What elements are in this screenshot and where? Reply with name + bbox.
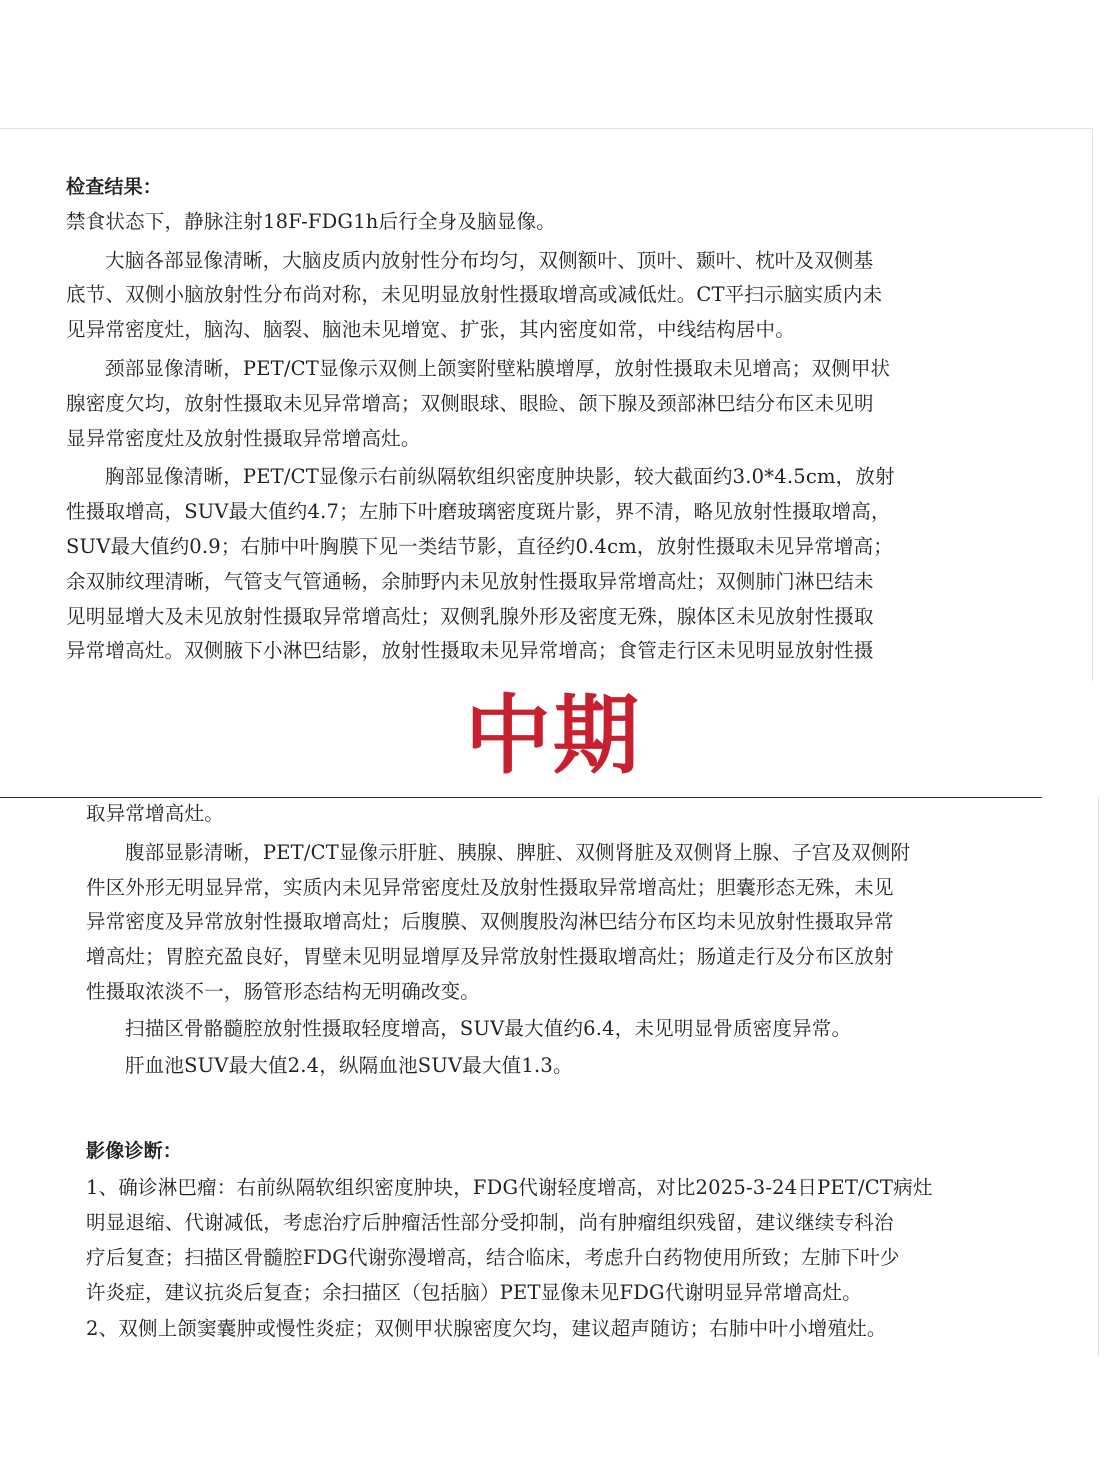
abdomen-line: 异常密度及异常放射性摄取增高灶；后腹膜、双侧腹股沟淋巴结分布区均未见放射性摄取异常 bbox=[86, 910, 894, 934]
blood-pool-paragraph: 肝血池SUV最大值2.4，纵隔血池SUV最大值1.3。 bbox=[125, 1053, 573, 1077]
abdomen-line: 性摄取浓淡不一，肠管形态结构无明确改变。 bbox=[86, 979, 481, 1003]
chest-line: 性摄取增高，SUV最大值约4.7；左肺下叶磨玻璃密度斑片影，界不清，略见放射性摄取增高， bbox=[66, 500, 891, 524]
diagnosis-item-1 bbox=[86, 1171, 1086, 1310]
exam-intro: 禁食状态下，静脉注射18F-FDG1h后行全身及脑显像。 bbox=[66, 209, 556, 233]
brain-line: 见异常密度灶，脑沟、脑裂、脑池未见增宽、扩张，其内密度如常，中线结构居中。 bbox=[66, 318, 795, 342]
chest-line: 胸部显像清晰，PET/CT显像示右前纵隔软组织密度肿块影，较大截面约3.0*4.5cm，放射 bbox=[105, 465, 895, 489]
neck-line: 颈部显像清晰，PET/CT显像示双侧上颌窦附壁粘膜增厚，放射性摄取未见增高；双侧甲状 bbox=[105, 356, 891, 380]
diagnosis-line: 明显退缩、代谢减低，考虑治疗后肿瘤活性部分受抑制，尚有肿瘤组织残留，建议继续专科治 bbox=[86, 1210, 894, 1234]
exam-results-heading: 检查结果： bbox=[66, 176, 163, 198]
diagnosis-line: 1、确诊淋巴瘤：右前纵隔软组织密度肿块，FDG代谢轻度增高，对比2025-3-24日PET/CT病灶 bbox=[86, 1176, 933, 1200]
abdomen-line: 增高灶；胃腔充盈良好，胃壁未见明显增厚及异常放射性摄取增高灶；肠道走行及分布区放射 bbox=[86, 945, 894, 969]
brain-paragraph bbox=[66, 244, 1066, 348]
exam-results-section bbox=[66, 170, 1066, 669]
diagnosis-item-2: 2、双侧上颌窦囊肿或慢性炎症；双侧甲状腺密度欠均，建议超声随访；右肺中叶小增殖灶。 bbox=[86, 1317, 887, 1341]
brain-line: 大脑各部显像清晰，大脑皮质内放射性分布均匀，双侧额叶、顶叶、颞叶、枕叶及双侧基 bbox=[105, 248, 874, 272]
neck-line: 腺密度欠均，放射性摄取未见异常增高；双侧眼球、眼睑、颌下腺及颈部淋巴结分布区未见明 bbox=[66, 391, 874, 415]
abdomen-paragraph bbox=[86, 836, 1086, 1010]
chest-line: 见明显增大及未见放射性摄取异常增高灶；双侧乳腺外形及密度无殊，腺体区未见放射性摄取 bbox=[66, 604, 874, 628]
bone-paragraph: 扫描区骨骼髓腔放射性摄取轻度增高，SUV最大值约6.4，未见明显骨质密度异常。 bbox=[125, 1016, 852, 1040]
chest-continuation: 取异常增高灶。 bbox=[86, 802, 224, 825]
brain-line: 底节、双侧小脑放射性分布尚对称，未见明显放射性摄取增高或减低灶。CT平扫示脑实质内未 bbox=[66, 283, 883, 307]
chest-line: 异常增高灶。双侧腋下小淋巴结影，放射性摄取未见异常增高；食管走行区未见明显放射性摄 bbox=[66, 639, 874, 663]
diagnosis-line: 许炎症，建议抗炎后复查；余扫描区（包括脑）PET显像未见FDG代谢明显异常增高灶。 bbox=[86, 1280, 862, 1304]
chest-line: SUV最大值约0.9；右肺中叶胸膜下见一类结节影，直径约0.4cm，放射性摄取未见异常增高； bbox=[66, 534, 894, 558]
exam-results-continued bbox=[86, 797, 1086, 1347]
diagnosis-heading: 影像诊断： bbox=[86, 1140, 183, 1163]
neck-paragraph bbox=[66, 352, 1066, 456]
abdomen-line: 腹部显影清晰，PET/CT显像示肝脏、胰腺、脾脏、双侧肾脏及双侧肾上腺、子宫及双侧附 bbox=[125, 840, 911, 864]
abdomen-line: 件区外形无明显异常，实质内未见异常密度灶及放射性摄取异常增高灶；胆囊形态无殊，未见 bbox=[86, 875, 894, 899]
diagnosis-line: 疗后复查；扫描区骨髓腔FDG代谢弥漫增高，结合临床，考虑升白药物使用所致；左肺下叶少 bbox=[86, 1245, 900, 1269]
stage-stamp: 中期 bbox=[465, 686, 641, 786]
neck-line: 显异常密度灶及放射性摄取异常增高灶。 bbox=[66, 426, 421, 450]
chest-line: 余双肺纹理清晰，气管支气管通畅，余肺野内未见放射性摄取异常增高灶；双侧肺门淋巴结未 bbox=[66, 569, 874, 593]
chest-paragraph bbox=[66, 460, 1066, 669]
